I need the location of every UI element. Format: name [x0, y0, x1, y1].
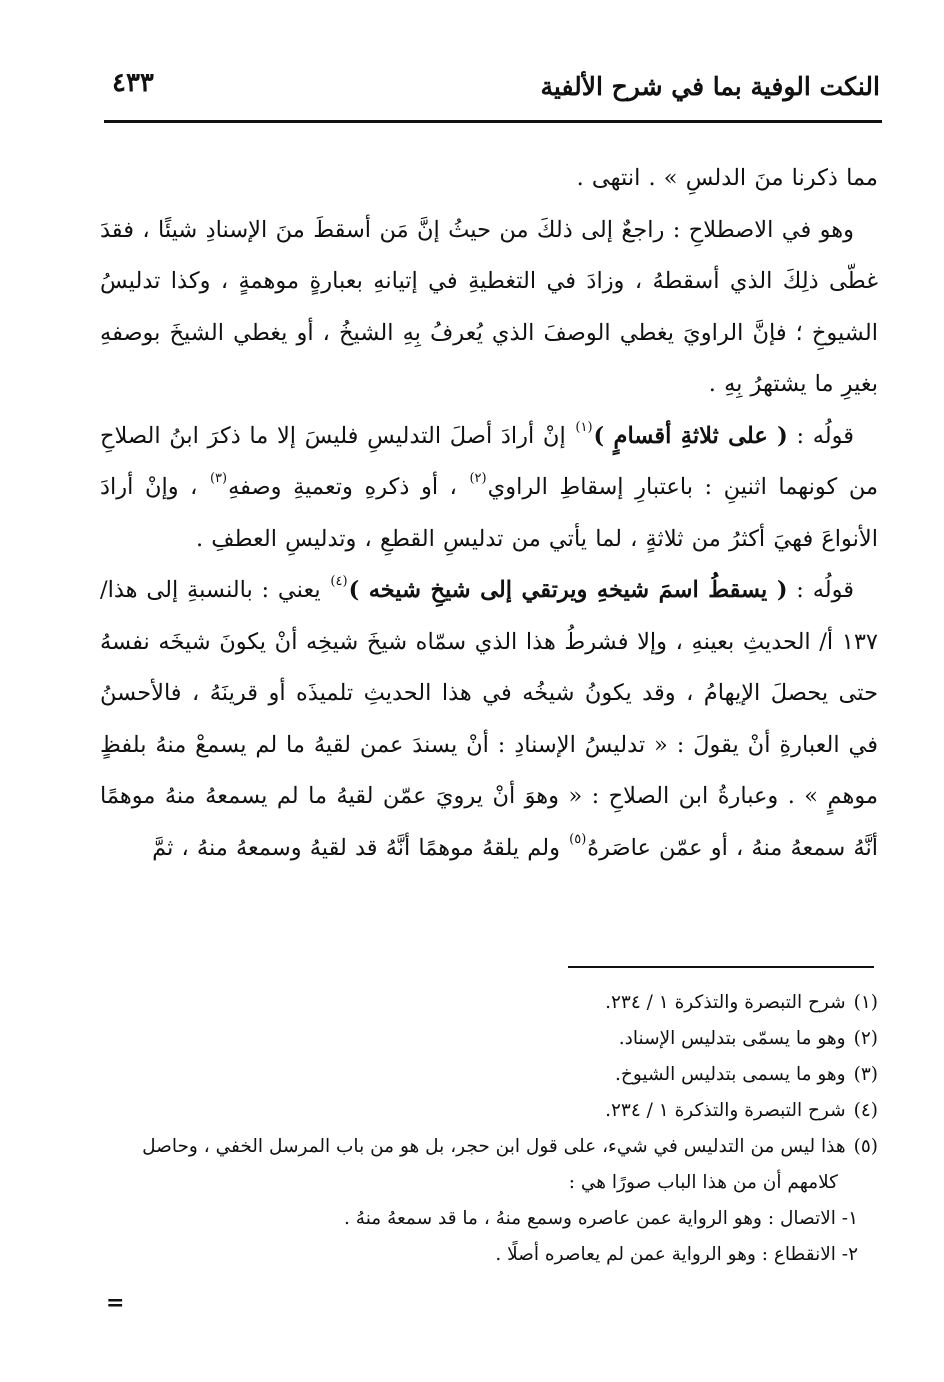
paragraph-4: [100, 565, 878, 874]
main-text: [100, 153, 878, 874]
running-header: [104, 62, 880, 118]
paragraph-3-text-a: إنْ أرادَ أصلَ التدليسِ فليسَ إلا ما ذكرَ ابنُ الصلاحِ من كونهما اثنينِ : باعتبارِ إسقاطِ الراوي: [100, 422, 878, 500]
footnote-ref-2[interactable]: (٢): [469, 471, 487, 486]
footnote-3: [100, 1057, 878, 1093]
paragraph-3: [100, 411, 878, 566]
paragraph-4-text-b: ولم يلقهُ موهمًا أنَّهُ قد لقيهُ وسمعهُ منهُ ، ثمَّ: [152, 834, 569, 861]
header-rule: [104, 120, 882, 123]
paragraph-4-text-a: يعني : بالنسبةِ إلى هذا/١٣٧ أ/ الحديثِ بعينهِ ، وإلا فشرطُ هذا الذي سمّاه شيخَ شيخِه أنْ يكونَ شيخَه نفسهُ حتى يحصلَ الإيهامُ ، وقد يكونُ شيخُه في هذا الحديثِ تلميذَه أو قرينَهُ ، فالأحسنُ في العبارةِ أنْ يقولَ : « تدليسُ الإسنادِ : أنْ يسندَ عمن لقيهُ ما لم يسمعْ منهُ بلفظٍ موهمٍ » . وعبارةُ ابن الصلاحِ : « وهوَ أنْ يرويَ عمّن لقيهُ ما لم يسمعهُ منهُ موهمًا أنَّهُ سمعهُ منهُ ، أو عمّن عاصَرهُ: [100, 577, 878, 861]
paragraph-3-text-b: ، أو ذكرهِ وتعميةِ وصفهِ: [228, 474, 469, 500]
footnote-4-number: (٤): [853, 1100, 878, 1121]
quoted-verse-1: ( على ثلاثةِ أقسامٍ ): [593, 422, 788, 449]
footnote-4-text: شرح التبصرة والتذكرة ١ / ٢٣٤.: [605, 1100, 846, 1121]
footnote-2-number: (٢): [853, 1028, 878, 1049]
paragraph-1: مما ذكرنا منَ الدلسِ » . انتهى .: [576, 165, 878, 191]
paragraph-3-lead: قولُه :: [787, 422, 854, 449]
footnote-5-item-2: ٢- الانقطاع : وهو الرواية عمن لم يعاصره أصلًا .: [495, 1244, 858, 1265]
quoted-verse-2: ( يسقطُ اسمَ شيخهِ ويرتقي إلى شيخِ شيخه ): [348, 577, 788, 603]
footnote-1-number: (١): [853, 992, 878, 1013]
footnote-ref-3[interactable]: (٣): [209, 471, 228, 486]
footnote-ref-1[interactable]: (١): [575, 419, 593, 435]
footnote-2: [100, 1021, 878, 1057]
footnote-5-continuation: كلامهم أن من هذا الباب صورًا هي :: [568, 1172, 838, 1193]
paragraph-3-text-c: ، وإنْ أرادَ الأنواعَ فهيَ أكثرُ من ثلاثةٍ ، لما يأتي من تدليسِ القطعِ ، وتدليسِ العطفِ .: [100, 474, 878, 552]
footnote-5-item-1: ١- الاتصال : وهو الرواية عمن عاصره وسمع منهُ ، ما قد سمعهُ منهُ .: [344, 1208, 858, 1229]
footnote-3-number: (٣): [853, 1064, 878, 1085]
footnote-1: [100, 985, 878, 1021]
footnote-5: [100, 1129, 878, 1165]
paragraph-2: وهو في الاصطلاحِ : راجعٌ إلى ذلكَ من حيثُ إنَّ مَن أسقطَ منَ الإسنادِ شيئًا ، فقدَ غطّى ذلِكَ الذي أسقطهُ ، وزادَ في التغطيةِ في إتيانهِ بعبارةٍ موهمةٍ ، وكذا تدليسُ الشيوخِ ؛ فإنَّ الراويَ يغطي الوصفَ الذي يُعرفُ بِهِ الشيخُ ، أو يغطي الشيخَ بوصفهِ بغيرِ ما يشتهرُ بِهِ .: [100, 216, 878, 397]
footnote-2-text: وهو ما يسمّى بتدليس الإسناد.: [618, 1028, 846, 1049]
footnote-separator: [568, 966, 874, 968]
continuation-mark: =: [106, 1290, 125, 1316]
page-number: ٤٣٣: [112, 68, 154, 98]
footnotes: [100, 985, 878, 1273]
footnote-5-text: هذا ليس من التدليس في شيء، على قول ابن حجر، بل هو من باب المرسل الخفي ، وحاصل: [142, 1136, 846, 1157]
footnote-ref-4[interactable]: (٤): [330, 574, 348, 589]
footnote-5-number: (٥): [853, 1136, 878, 1157]
footnote-1-text: شرح التبصرة والتذكرة ١ / ٢٣٤.: [605, 992, 846, 1013]
footnote-4: [100, 1093, 878, 1129]
footnote-ref-5[interactable]: (٥): [569, 831, 587, 847]
paragraph-4-lead: قولُه :: [787, 577, 854, 603]
book-title: النكت الوفية بما في شرح الألفية: [540, 72, 880, 101]
footnote-3-text: وهو ما يسمى بتدليس الشيوخ.: [615, 1064, 846, 1085]
